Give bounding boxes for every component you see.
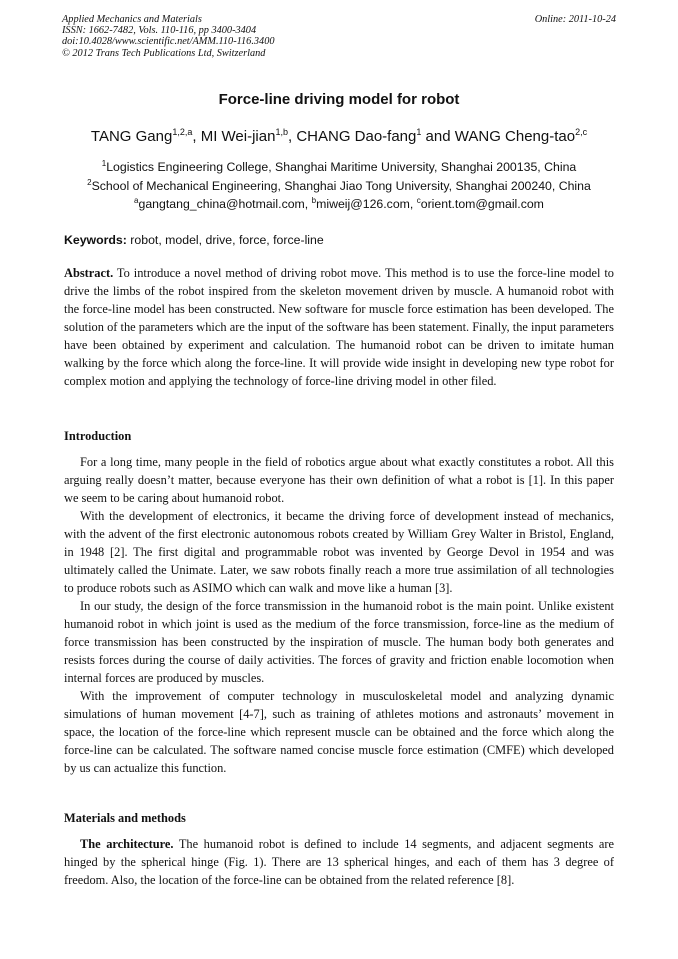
paragraph: In our study, the design of the force transmission in the humanoid robot is the main point. Unlike existent humanoid robot in which joint is used as the medium of the force transmission, force-line as the medium of force transmission has been constructed by the inspiration of muscle. The human body both generates and resists forces during the course of daily activities. The forces of gravity and friction enable locomotion when internal forces are produced by muscles. — [64, 599, 614, 685]
affiliation-marker: 2 — [87, 178, 92, 187]
email-marker: b — [311, 196, 317, 205]
paragraph: For a long time, many people in the field of robotics argue about what exactly constitutes a robot. All this arguing really doesn’t matter, because everyone has their own definition of what a robot is [1]. In this paper we seem to be caring about humanoid robot. — [64, 455, 614, 505]
affiliation-2 — [0, 179, 678, 193]
paragraph: With the development of electronics, it became the driving force of development instead of mechanics, with the advent of the first electronic autonomous robots created by William Grey Walter in Bristol, England, in 1948 [2]. The first digital and programmable robot was invented by George Devol in 1954 and was ultimately called the Unimate. Later, we saw robots finally reach a more true assimilation of all technologies to produce robots such as ASIMO which can walk and move like a human [3]. — [64, 509, 614, 595]
copyright-line: © 2012 Trans Tech Publications Ltd, Switzerland — [62, 47, 266, 59]
issn-line: ISSN: 1662-7482, Vols. 110-116, pp 3400-3404 — [62, 25, 257, 37]
author-name: TANG Gang — [90, 128, 173, 145]
email-marker: c — [416, 196, 421, 205]
materials-body — [64, 835, 614, 889]
author-name: CHANG Dao-fang — [296, 128, 417, 145]
section-heading-introduction: Introduction — [64, 429, 132, 443]
author-name: WANG Cheng-tao — [454, 128, 576, 145]
keywords — [64, 233, 324, 247]
journal-name: Applied Mechanics and Materials — [62, 14, 202, 25]
affiliation-marker: 1 — [101, 159, 107, 168]
subheading-architecture: The architecture. — [80, 837, 174, 851]
author-superscript: 1,b — [275, 127, 288, 137]
author-separator: , — [192, 128, 201, 145]
email-marker: a — [134, 196, 139, 205]
email-a: gangtang_china@hotmail.com, — [138, 197, 312, 211]
paragraph: With the improvement of computer technology in musculoskeletal model and analyzing dynamic simulations of human movement [4-7], such as training of athletes motions and astronauts’ movement in space, the location of the force-line which represent muscle can be obtained and the force which along the force-line can be calculated. The software named concise muscle force estimation (CMFE) which developed by us can actualize this function. — [64, 689, 614, 775]
affiliation-1 — [0, 160, 678, 174]
abstract-label: Abstract. — [64, 266, 114, 280]
abstract-text: To introduce a novel method of driving robot move. This method is to use the force-line model to drive the limbs of the robot inspired from the skeleton movement driven by muscle. A humanoid robot with the force-line model has been constructed. New software for muscle force estimation has been developed. The solution of the parameters which are the input of the software has been statement. Finally, the input parameters have been obtained by experiment and calculation. The humanoid robot can be driven to imitate human walking by the force which along the force-line. It will provide wide insight in developing new type robot for complex motion and applying the technology of force-line driving model in other filed. — [64, 266, 614, 388]
online-date: Online: 2011-10-24 — [534, 14, 616, 25]
email-b: miweij@126.com, — [316, 197, 417, 211]
running-header — [62, 14, 616, 59]
author-superscript: 1 — [416, 127, 422, 137]
introduction-body — [64, 453, 614, 777]
section-heading-materials: Materials and methods — [64, 811, 186, 825]
keywords-text: robot, model, drive, force, force-line — [126, 233, 324, 247]
author-list — [0, 128, 678, 145]
author-superscript: 1,2,a — [172, 127, 193, 137]
email-line — [0, 197, 678, 211]
abstract — [64, 264, 614, 390]
affiliation-text: Logistics Engineering College, Shanghai Maritime University, Shanghai 200135, China — [106, 160, 577, 174]
doi-line: doi:10.4028/www.scientific.net/AMM.110-116.3400 — [62, 36, 275, 48]
keywords-label: Keywords: — [64, 233, 127, 247]
materials-text: The humanoid robot is defined to include 14 segments, and adjacent segments are hinged by the spherical hinge (Fig. 1). There are 13 spherical hinges, and each of them has 3 degree of freedom. Also, the location of the force-line can be obtained from the related reference [8]. — [64, 837, 614, 887]
author-superscript: 2,c — [575, 127, 588, 137]
author-name: MI Wei-jian — [200, 128, 276, 145]
email-c: orient.tom@gmail.com — [420, 197, 544, 211]
affiliation-text: School of Mechanical Engineering, Shanghai Jiao Tong University, Shanghai 200240, China — [91, 179, 591, 193]
author-separator: and — [421, 128, 455, 145]
author-separator: , — [287, 128, 297, 145]
paper-title: Force-line driving model for robot — [218, 91, 460, 108]
